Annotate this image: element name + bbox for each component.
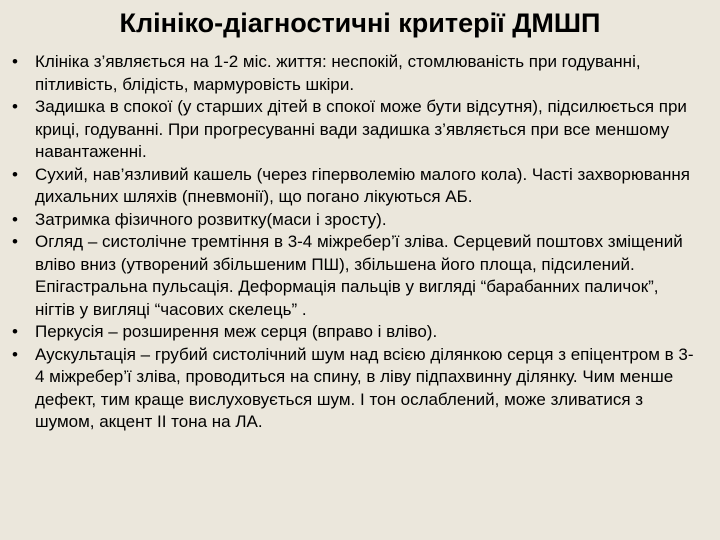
bullet-text: Перкусія – розширення меж серця (вправо і вліво). bbox=[35, 322, 438, 341]
bullet-icon: • bbox=[12, 164, 18, 184]
bullet-text: Задишка в спокої (у старших дітей в спокої може бути відсутня), підсилюється при криці, годуванні. При прогресуванні вади задишка з’являється при все меншому навантаженні. bbox=[35, 97, 687, 161]
bullet-icon: • bbox=[12, 209, 18, 229]
bullet-icon: • bbox=[12, 344, 18, 364]
bullet-text: Огляд – систолічне тремтіння в 3-4 міжребер’ї зліва. Серцевий поштовх зміщений вліво вниз (утворений збільшеним ПШ), збільшена його площа, підсилений. Епігастральна пульсація. Деформація пальців у вигляді “барабанних паличок”, нігтів у вигляці “часових скелець” . bbox=[35, 232, 683, 319]
bullet-item-percussion bbox=[0, 321, 720, 344]
bullet-icon: • bbox=[12, 322, 18, 341]
bullet-text: Клініка з’являється на 1-2 міс. життя: неспокій, стомлюваність при годуванні, пітливість, блідість, мармуровість шкіри. bbox=[35, 52, 641, 94]
bullet-icon: • bbox=[12, 52, 18, 71]
bullet-list bbox=[0, 51, 720, 434]
slide-title: Клініко-діагностичні критерії ДМШП bbox=[119, 8, 601, 38]
bullet-item-cough bbox=[0, 164, 720, 209]
bullet-icon: • bbox=[12, 232, 18, 251]
bullet-text: Сухий, нав’язливий кашель (через гіперволемію малого кола). Часті захворювання дихальних шляхів (пневмонії), що погано лікуються АБ. bbox=[35, 164, 690, 206]
bullet-icon: • bbox=[12, 97, 18, 116]
bullet-item-inspection bbox=[0, 231, 720, 321]
bullet-item-onset bbox=[0, 51, 720, 96]
bullet-item-growth-delay bbox=[0, 209, 720, 232]
bullet-text: Затримка фізичного розвитку(маси і зросту). bbox=[35, 209, 387, 229]
bullet-item-dyspnea bbox=[0, 96, 720, 164]
bullet-item-auscultation bbox=[0, 344, 720, 434]
bullet-text: Аускультація – грубий систолічний шум над всією ділянкою серця з епіцентром в 3-4 міжребер’ї зліва, проводиться на спину, в ліву підпахвинну ділянку. Чим менше дефект, тим краще вислуховується шум. І тон ослаблений, може зливатися з шумом, акцент ІІ тона на ЛА. bbox=[35, 344, 694, 431]
